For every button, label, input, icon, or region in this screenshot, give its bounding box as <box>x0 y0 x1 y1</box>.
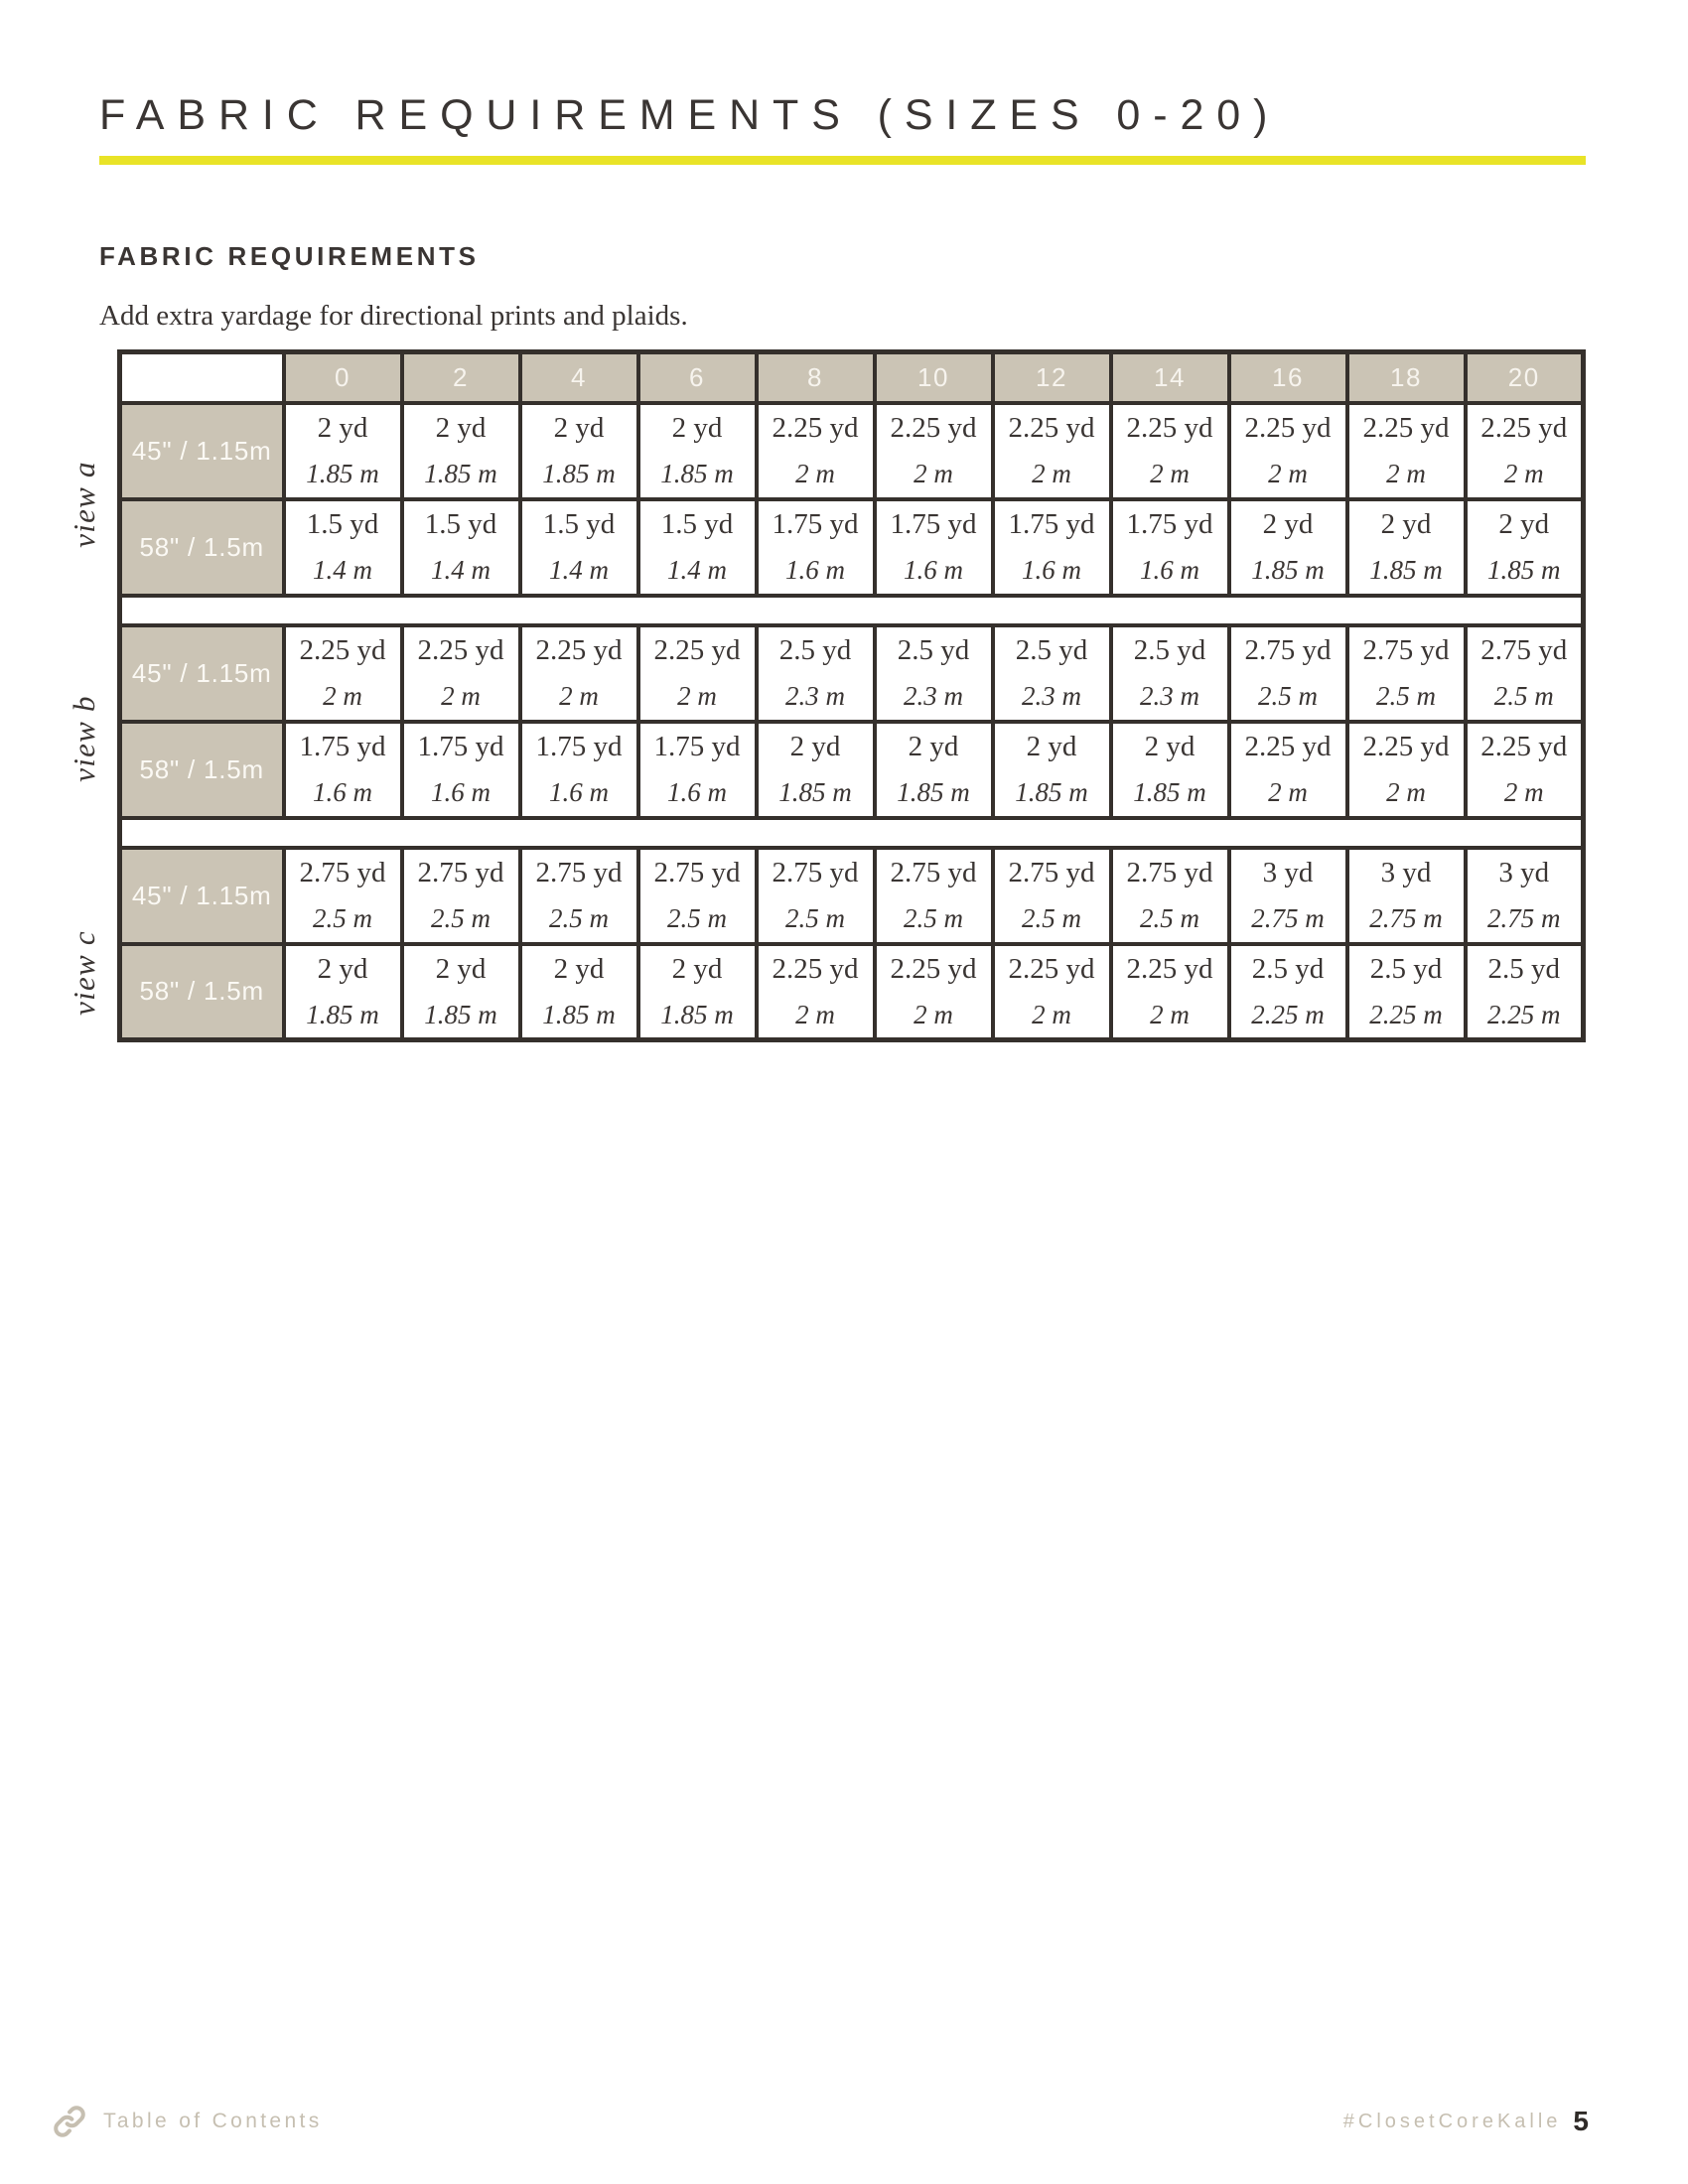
size-column-header: 10 <box>875 352 993 403</box>
yardage-cell <box>1111 625 1229 722</box>
yard-value: 1.75 yd <box>535 731 623 762</box>
metre-value: 2 m <box>795 999 835 1029</box>
metre-value: 2.5 m <box>1493 681 1554 711</box>
yardage-cell <box>1229 722 1347 818</box>
yardage-cell <box>993 944 1111 1040</box>
yard-value: 2 yd <box>1144 731 1196 762</box>
yard-value: 2.25 yd <box>890 952 977 985</box>
fabric-width-header: 45" / 1.15m <box>120 625 284 722</box>
yardage-cell <box>1347 848 1466 944</box>
yardage-cell <box>993 625 1111 722</box>
yardage-cell <box>284 848 402 944</box>
yard-value: 2 yd <box>1026 731 1077 762</box>
metre-value: 1.6 m <box>431 777 491 807</box>
yardage-cell <box>402 625 520 722</box>
metre-value: 1.85 m <box>660 999 734 1029</box>
metre-value: 1.85 m <box>542 999 616 1029</box>
yardage-cell <box>757 722 875 818</box>
metre-value: 2.5 m <box>667 903 727 933</box>
yardage-cell <box>638 625 757 722</box>
metre-value: 1.85 m <box>660 459 734 488</box>
yard-value: 2.25 yd <box>1362 412 1450 444</box>
page-title: FABRIC REQUIREMENTS (SIZES 0-20) <box>99 91 1281 139</box>
metre-value: 2.5 m <box>1140 903 1199 933</box>
yardage-cell <box>402 403 520 499</box>
yard-value: 2.25 yd <box>1126 952 1213 985</box>
yardage-cell <box>875 625 993 722</box>
yard-value: 2 yd <box>671 952 723 985</box>
yard-value: 1.5 yd <box>660 508 734 540</box>
yardage-row <box>120 625 1584 722</box>
metre-value: 1.85 m <box>1015 777 1088 807</box>
yard-value: 2 yd <box>1498 508 1550 540</box>
group-spacer-cell <box>120 818 1584 848</box>
yard-value: 3 yd <box>1380 857 1432 888</box>
yard-value: 2 yd <box>553 952 605 985</box>
metre-value: 2.3 m <box>1140 681 1199 711</box>
view-label: view b <box>67 695 101 782</box>
metre-value: 2.5 m <box>549 903 609 933</box>
yardage-cell <box>757 944 875 1040</box>
yardage-cell <box>875 848 993 944</box>
size-column-header: 8 <box>757 352 875 403</box>
yard-value: 2.25 yd <box>535 634 623 666</box>
metre-value: 1.4 m <box>313 555 372 585</box>
table-corner-cell <box>120 352 284 403</box>
metre-value: 1.85 m <box>778 777 852 807</box>
metre-value: 2.5 m <box>431 903 491 933</box>
metre-value: 2.5 m <box>313 903 372 933</box>
yard-value: 2 yd <box>789 731 841 762</box>
yardage-cell <box>284 499 402 596</box>
metre-value: 2 m <box>1032 459 1071 488</box>
yard-value: 3 yd <box>1498 857 1550 888</box>
fabric-requirements-table-region <box>67 349 1586 1042</box>
yard-value: 2.75 yd <box>1126 857 1213 888</box>
yardage-cell <box>875 499 993 596</box>
metre-value: 1.4 m <box>549 555 609 585</box>
yard-value: 2.25 yd <box>1008 412 1095 444</box>
metre-value: 1.6 m <box>313 777 372 807</box>
yardage-cell <box>1229 499 1347 596</box>
yardage-cell <box>1466 848 1584 944</box>
yardage-cell <box>1466 403 1584 499</box>
metre-value: 2 m <box>441 681 481 711</box>
yard-value: 2.75 yd <box>653 857 741 888</box>
yardage-cell <box>1347 722 1466 818</box>
metre-value: 1.6 m <box>549 777 609 807</box>
yardage-cell <box>1466 722 1584 818</box>
yard-value: 2 yd <box>317 412 368 444</box>
group-spacer-row <box>120 818 1584 848</box>
yardage-cell <box>284 722 402 818</box>
yard-value: 1.75 yd <box>772 508 859 540</box>
link-icon <box>50 2102 89 2141</box>
yardage-cell <box>520 722 638 818</box>
yard-value: 2.5 yd <box>778 634 852 666</box>
metre-value: 1.6 m <box>785 555 845 585</box>
metre-value: 2 m <box>1386 777 1426 807</box>
group-spacer-cell <box>120 596 1584 625</box>
yardage-cell <box>1229 403 1347 499</box>
yardage-row <box>120 848 1584 944</box>
yard-value: 2.5 yd <box>897 634 970 666</box>
metre-value: 2 m <box>1503 777 1544 807</box>
metre-value: 2.75 m <box>1369 903 1443 933</box>
yard-value: 1.75 yd <box>890 508 977 540</box>
group-spacer-row <box>120 596 1584 625</box>
metre-value: 2 m <box>1150 999 1190 1029</box>
yardage-cell <box>1347 944 1466 1040</box>
metre-value: 2.5 m <box>785 903 845 933</box>
metre-value: 2.75 m <box>1487 903 1561 933</box>
metre-value: 2 m <box>1268 459 1308 488</box>
yard-value: 2.5 yd <box>1487 952 1560 985</box>
metre-value: 1.85 m <box>306 459 379 488</box>
yardage-cell <box>757 848 875 944</box>
metre-value: 2.25 m <box>1251 999 1325 1029</box>
yardage-cell <box>402 848 520 944</box>
metre-value: 2 m <box>1268 777 1308 807</box>
yardage-cell <box>402 722 520 818</box>
page-footer <box>50 2097 1589 2146</box>
metre-value: 2 m <box>1386 459 1426 488</box>
metre-value: 1.85 m <box>542 459 616 488</box>
metre-value: 1.85 m <box>424 999 497 1029</box>
yardage-cell <box>1111 722 1229 818</box>
metre-value: 1.6 m <box>667 777 727 807</box>
metre-value: 2 m <box>914 459 953 488</box>
yardage-cell <box>638 499 757 596</box>
yard-value: 1.5 yd <box>424 508 497 540</box>
yard-value: 2 yd <box>1380 508 1432 540</box>
accent-rule <box>99 156 1586 165</box>
yardage-cell <box>993 848 1111 944</box>
yard-value: 3 yd <box>1262 857 1314 888</box>
yardage-cell <box>875 403 993 499</box>
yardage-cell <box>1347 625 1466 722</box>
yardage-row <box>120 944 1584 1040</box>
yardage-cell <box>1111 944 1229 1040</box>
yard-value: 2.25 yd <box>1126 412 1213 444</box>
yard-value: 1.5 yd <box>542 508 616 540</box>
yard-value: 2.25 yd <box>1244 412 1332 444</box>
yard-value: 2.25 yd <box>1480 412 1568 444</box>
yard-value: 2.25 yd <box>1480 731 1568 762</box>
yard-value: 2 yd <box>435 412 487 444</box>
metre-value: 2.5 m <box>1022 903 1081 933</box>
page-number: 5 <box>1573 2106 1589 2136</box>
yard-value: 2.25 yd <box>890 412 977 444</box>
yard-value: 2.75 yd <box>535 857 623 888</box>
metre-value: 2.5 m <box>1258 681 1318 711</box>
section-heading: FABRIC REQUIREMENTS <box>99 241 480 271</box>
yard-value: 2.25 yd <box>417 634 504 666</box>
metre-value: 1.4 m <box>431 555 491 585</box>
yard-value: 2.75 yd <box>1362 634 1450 666</box>
metre-value: 2.75 m <box>1251 903 1325 933</box>
yardage-cell <box>1229 848 1347 944</box>
yardage-cell <box>1111 848 1229 944</box>
metre-value: 1.6 m <box>904 555 963 585</box>
metre-value: 1.85 m <box>1251 555 1325 585</box>
yardage-cell <box>638 403 757 499</box>
yardage-cell <box>638 722 757 818</box>
metre-value: 2 m <box>914 999 953 1029</box>
metre-value: 2.3 m <box>1022 681 1081 711</box>
yardage-cell <box>1229 944 1347 1040</box>
yardage-cell <box>1111 499 1229 596</box>
size-column-header: 20 <box>1466 352 1584 403</box>
hashtag-label: #ClosetCoreKalle <box>1342 2110 1562 2132</box>
yard-value: 2.25 yd <box>1008 952 1095 985</box>
yardage-cell <box>520 625 638 722</box>
yard-value: 1.75 yd <box>417 731 504 762</box>
size-column-header: 16 <box>1229 352 1347 403</box>
yardage-cell <box>757 403 875 499</box>
yardage-cell <box>1466 625 1584 722</box>
view-label: view c <box>67 930 101 1016</box>
toc-label: Table of Contents <box>103 2110 323 2132</box>
yard-value: 2.5 yd <box>1015 634 1088 666</box>
fabric-requirements-table <box>117 349 1586 1042</box>
yard-value: 1.5 yd <box>306 508 379 540</box>
size-column-header: 0 <box>284 352 402 403</box>
yard-value: 2.75 yd <box>1480 634 1568 666</box>
metre-value: 1.85 m <box>1133 777 1206 807</box>
metre-value: 1.85 m <box>306 999 379 1029</box>
yardage-cell <box>520 499 638 596</box>
note-text: Add extra yardage for directional prints and plaids. <box>99 300 688 332</box>
fabric-width-header: 58" / 1.5m <box>120 944 284 1040</box>
metre-value: 2 m <box>677 681 717 711</box>
yardage-cell <box>402 499 520 596</box>
size-column-header: 2 <box>402 352 520 403</box>
yard-value: 2 yd <box>671 412 723 444</box>
yardage-cell <box>993 403 1111 499</box>
view-label: view a <box>67 461 101 548</box>
yard-value: 2.75 yd <box>1008 857 1095 888</box>
fabric-width-header: 58" / 1.5m <box>120 722 284 818</box>
yard-value: 2.75 yd <box>890 857 977 888</box>
yard-value: 1.75 yd <box>1008 508 1095 540</box>
yard-value: 2.25 yd <box>1244 731 1332 762</box>
yardage-cell <box>638 848 757 944</box>
metre-value: 1.6 m <box>1022 555 1081 585</box>
yardage-cell <box>1111 403 1229 499</box>
yard-value: 1.75 yd <box>299 731 386 762</box>
yard-value: 2.25 yd <box>1362 731 1450 762</box>
yard-value: 2.25 yd <box>299 634 386 666</box>
fabric-width-header: 45" / 1.15m <box>120 848 284 944</box>
yard-value: 2 yd <box>317 952 368 985</box>
yard-value: 2.25 yd <box>772 952 859 985</box>
metre-value: 2.3 m <box>785 681 845 711</box>
yard-value: 2 yd <box>553 412 605 444</box>
size-column-header: 14 <box>1111 352 1229 403</box>
yardage-cell <box>757 499 875 596</box>
metre-value: 1.85 m <box>1369 555 1443 585</box>
table-of-contents-link[interactable] <box>50 2102 323 2141</box>
yardage-cell <box>284 625 402 722</box>
footer-right <box>1343 2106 1589 2137</box>
size-column-header: 18 <box>1347 352 1466 403</box>
yard-value: 2.5 yd <box>1251 952 1325 985</box>
metre-value: 2 m <box>323 681 362 711</box>
yard-value: 2.75 yd <box>772 857 859 888</box>
metre-value: 2 m <box>1150 459 1190 488</box>
metre-value: 2.5 m <box>1376 681 1436 711</box>
yardage-cell <box>1466 944 1584 1040</box>
yard-value: 2.25 yd <box>653 634 741 666</box>
yard-value: 1.75 yd <box>653 731 741 762</box>
yard-value: 2.25 yd <box>772 412 859 444</box>
yardage-cell <box>1229 625 1347 722</box>
metre-value: 2 m <box>559 681 599 711</box>
yardage-cell <box>875 722 993 818</box>
yardage-cell <box>1466 499 1584 596</box>
metre-value: 2 m <box>795 459 835 488</box>
yard-value: 1.75 yd <box>1126 508 1213 540</box>
yardage-cell <box>520 403 638 499</box>
size-column-header: 4 <box>520 352 638 403</box>
yardage-row <box>120 403 1584 499</box>
yardage-cell <box>1347 403 1466 499</box>
yardage-cell <box>284 403 402 499</box>
yardage-row <box>120 722 1584 818</box>
metre-value: 2 m <box>1503 459 1544 488</box>
yardage-cell <box>638 944 757 1040</box>
size-column-header: 12 <box>993 352 1111 403</box>
fabric-width-header: 58" / 1.5m <box>120 499 284 596</box>
size-header-row <box>120 352 1584 403</box>
yard-value: 2 yd <box>908 731 959 762</box>
metre-value: 2 m <box>1032 999 1071 1029</box>
yardage-cell <box>520 848 638 944</box>
yardage-cell <box>1347 499 1466 596</box>
metre-value: 2.3 m <box>904 681 963 711</box>
metre-value: 1.4 m <box>667 555 727 585</box>
metre-value: 1.85 m <box>1487 555 1561 585</box>
yardage-cell <box>284 944 402 1040</box>
yardage-cell <box>993 722 1111 818</box>
yardage-cell <box>757 625 875 722</box>
size-column-header: 6 <box>638 352 757 403</box>
yard-value: 2.75 yd <box>299 857 386 888</box>
yard-value: 2 yd <box>435 952 487 985</box>
yardage-cell <box>520 944 638 1040</box>
yard-value: 2.5 yd <box>1369 952 1443 985</box>
yard-value: 2 yd <box>1262 508 1314 540</box>
yard-value: 2.5 yd <box>1133 634 1206 666</box>
yardage-row <box>120 499 1584 596</box>
yardage-cell <box>993 499 1111 596</box>
metre-value: 2.25 m <box>1369 999 1443 1029</box>
yardage-cell <box>875 944 993 1040</box>
yard-value: 2.75 yd <box>417 857 504 888</box>
metre-value: 1.6 m <box>1140 555 1199 585</box>
metre-value: 1.85 m <box>424 459 497 488</box>
fabric-width-header: 45" / 1.15m <box>120 403 284 499</box>
metre-value: 2.25 m <box>1487 999 1561 1029</box>
yard-value: 2.75 yd <box>1244 634 1332 666</box>
yardage-cell <box>402 944 520 1040</box>
metre-value: 1.85 m <box>897 777 970 807</box>
metre-value: 2.5 m <box>904 903 963 933</box>
